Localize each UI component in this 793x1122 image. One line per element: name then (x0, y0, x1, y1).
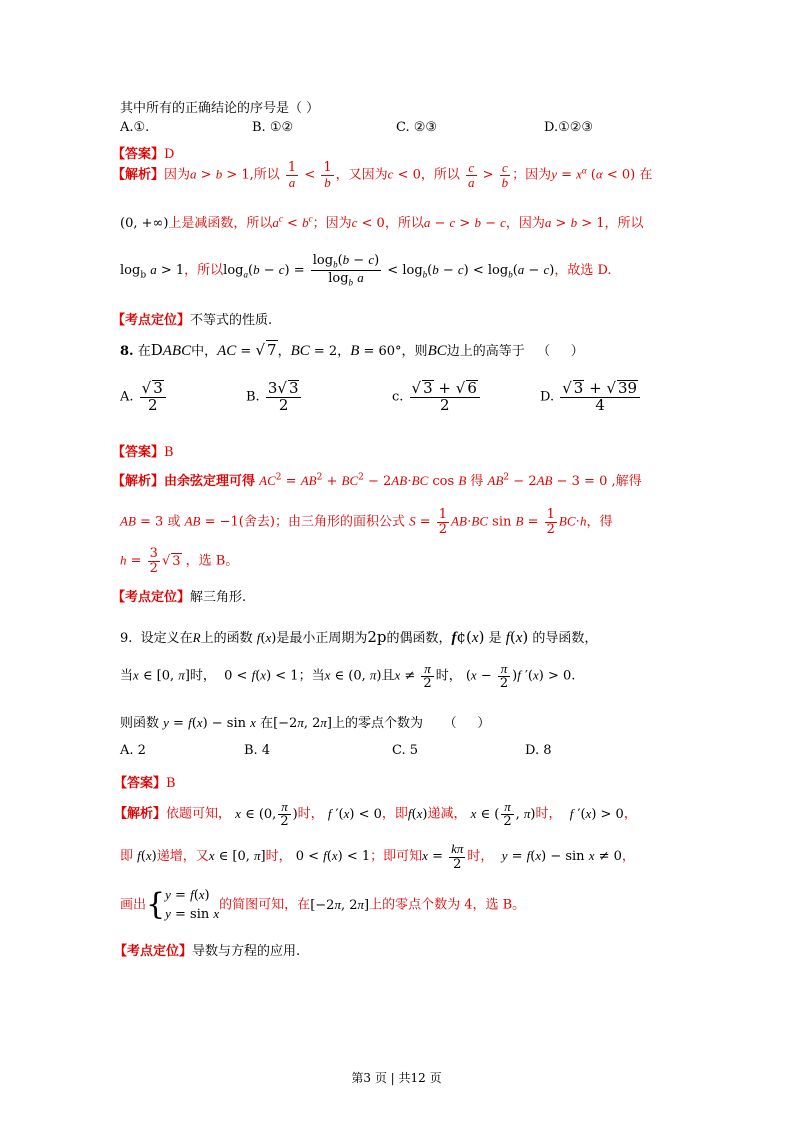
q7-analysis-line-3: $\log_b a > 1$，所以$\log_a(b - c)$ = $\frac{\log_b(b - c)}{\log_b a}$ < $\log_b(b - c) < \log_b(a - c)$，故选 D. (120, 252, 612, 288)
q9-stem-line-3: 则函数 y = f(x) − sin x 在[−2π, 2π]上的零点个数为 （ ） (120, 715, 491, 731)
q7-option-c: C. ②③ (396, 120, 438, 135)
q8-analysis-line-2: AB = 3 或 AB = −1(舍去)；由三角形的面积公式 S = $\frac{1}{2}$ AB⋅BC sin B = $\frac{1}{2}$ BC⋅h，得 (120, 507, 613, 537)
q9-analysis-line-2: 即 f(x)递增，又x ∈ [0, π]时， 0 < f(x) < 1；即可知x = $\frac{k\pi}{2}$ 时， y = f(x) − sin x ≠ 0， (120, 841, 635, 872)
q8-option-d: D. $\frac{√ 3 + √ 39}{4}$ (540, 380, 642, 414)
q7-analysis-line-1: 【解析】因为a > b > 1,所以 $\frac{1}{a}$ < $\frac{1}{b}$ ，又因为c < 0，所以 $\frac{c}{a}$ > $\frac{c}{b}$ ；因为$y = x^\alpha$ (α < 0) 在 (112, 160, 653, 190)
q9-option-b: B. 4 (244, 743, 271, 758)
q9-point: 【考点定位】导数与方程的应用. (114, 944, 301, 959)
q8-stem: 8. 在DABC中，AC = √ 7，BC = 2，B = 60°，则BC边上的高等于 （ ） (120, 341, 584, 359)
q8-analysis-line-3: h = $\frac{3}{2}$ √ 3 ，选 B。 (120, 546, 239, 576)
q7-point: 【考点定位】不等式的性质. (112, 313, 273, 328)
q7-analysis-line-2: (0, +∞)上是减函数，所以$a^c < b^c$；因为c < 0，所以a − c > b − c，因为a > b > 1，所以 (120, 213, 644, 231)
q9-stem-line-1: 9. 设定义在R上的函数 f(x)是最小正周期为2p的偶函数，f¢(x) 是 f(x) 的导函数， (120, 628, 598, 646)
q8-analysis-line-1: 【解析】由余弦定理可得 $AC^2 = AB^2 + BC^2 - 2AB\cdot BC$ cos B 得 $AB^2 - 2AB - 3 = 0$ ,解得 (112, 472, 642, 489)
q9-option-c: C. 5 (392, 743, 419, 758)
q8-option-b: B. $\frac{3√ 3}{2}$ (246, 380, 303, 414)
q7-option-d: D.①②③ (544, 120, 594, 135)
q8-answer: 【答案】B (112, 445, 174, 460)
q9-option-d: D. 8 (525, 743, 552, 758)
q8-option-c: c. $\frac{√ 3 + √ 6}{2}$ (392, 380, 482, 414)
q7-option-a: A.①. (120, 120, 150, 135)
q7-option-b: B. ①② (252, 120, 294, 135)
q8-option-a: A. $\frac{√ 3}{2}$ (120, 380, 168, 414)
q9-answer: 【答案】B (114, 776, 176, 791)
q9-analysis-line-1: 【解析】依题可知， x ∈ (0, $\frac{\pi}{2}$ )时， f ′(x) < 0，即f(x)递减， x ∈ ( $\frac{\pi}{2}$ , π)时， f ′(x) > 0， (114, 799, 637, 829)
page-footer: 第3 页 | 共12 页 (351, 1071, 442, 1085)
q7-stem-tail: 其中所有的正确结论的序号是（ ） (120, 101, 320, 116)
q7-answer: 【答案】D (112, 147, 175, 162)
q9-analysis-line-3: 画出{ y = f(x) y = sin x 的简图可知，在[−2π, 2π]上的零点个数为 4，选 B。 (120, 887, 526, 923)
q9-stem-line-2: 当x ∈ [0, π]时， 0 < f(x) < 1；当x ∈ (0, π)且x ≠ $\frac{\pi}{2}$ 时， (x − $\frac{\pi}{2}$ )f ′(x) > 0. (120, 661, 576, 691)
q9-option-a: A. 2 (120, 743, 146, 758)
q8-point: 【考点定位】解三角形. (112, 590, 247, 605)
